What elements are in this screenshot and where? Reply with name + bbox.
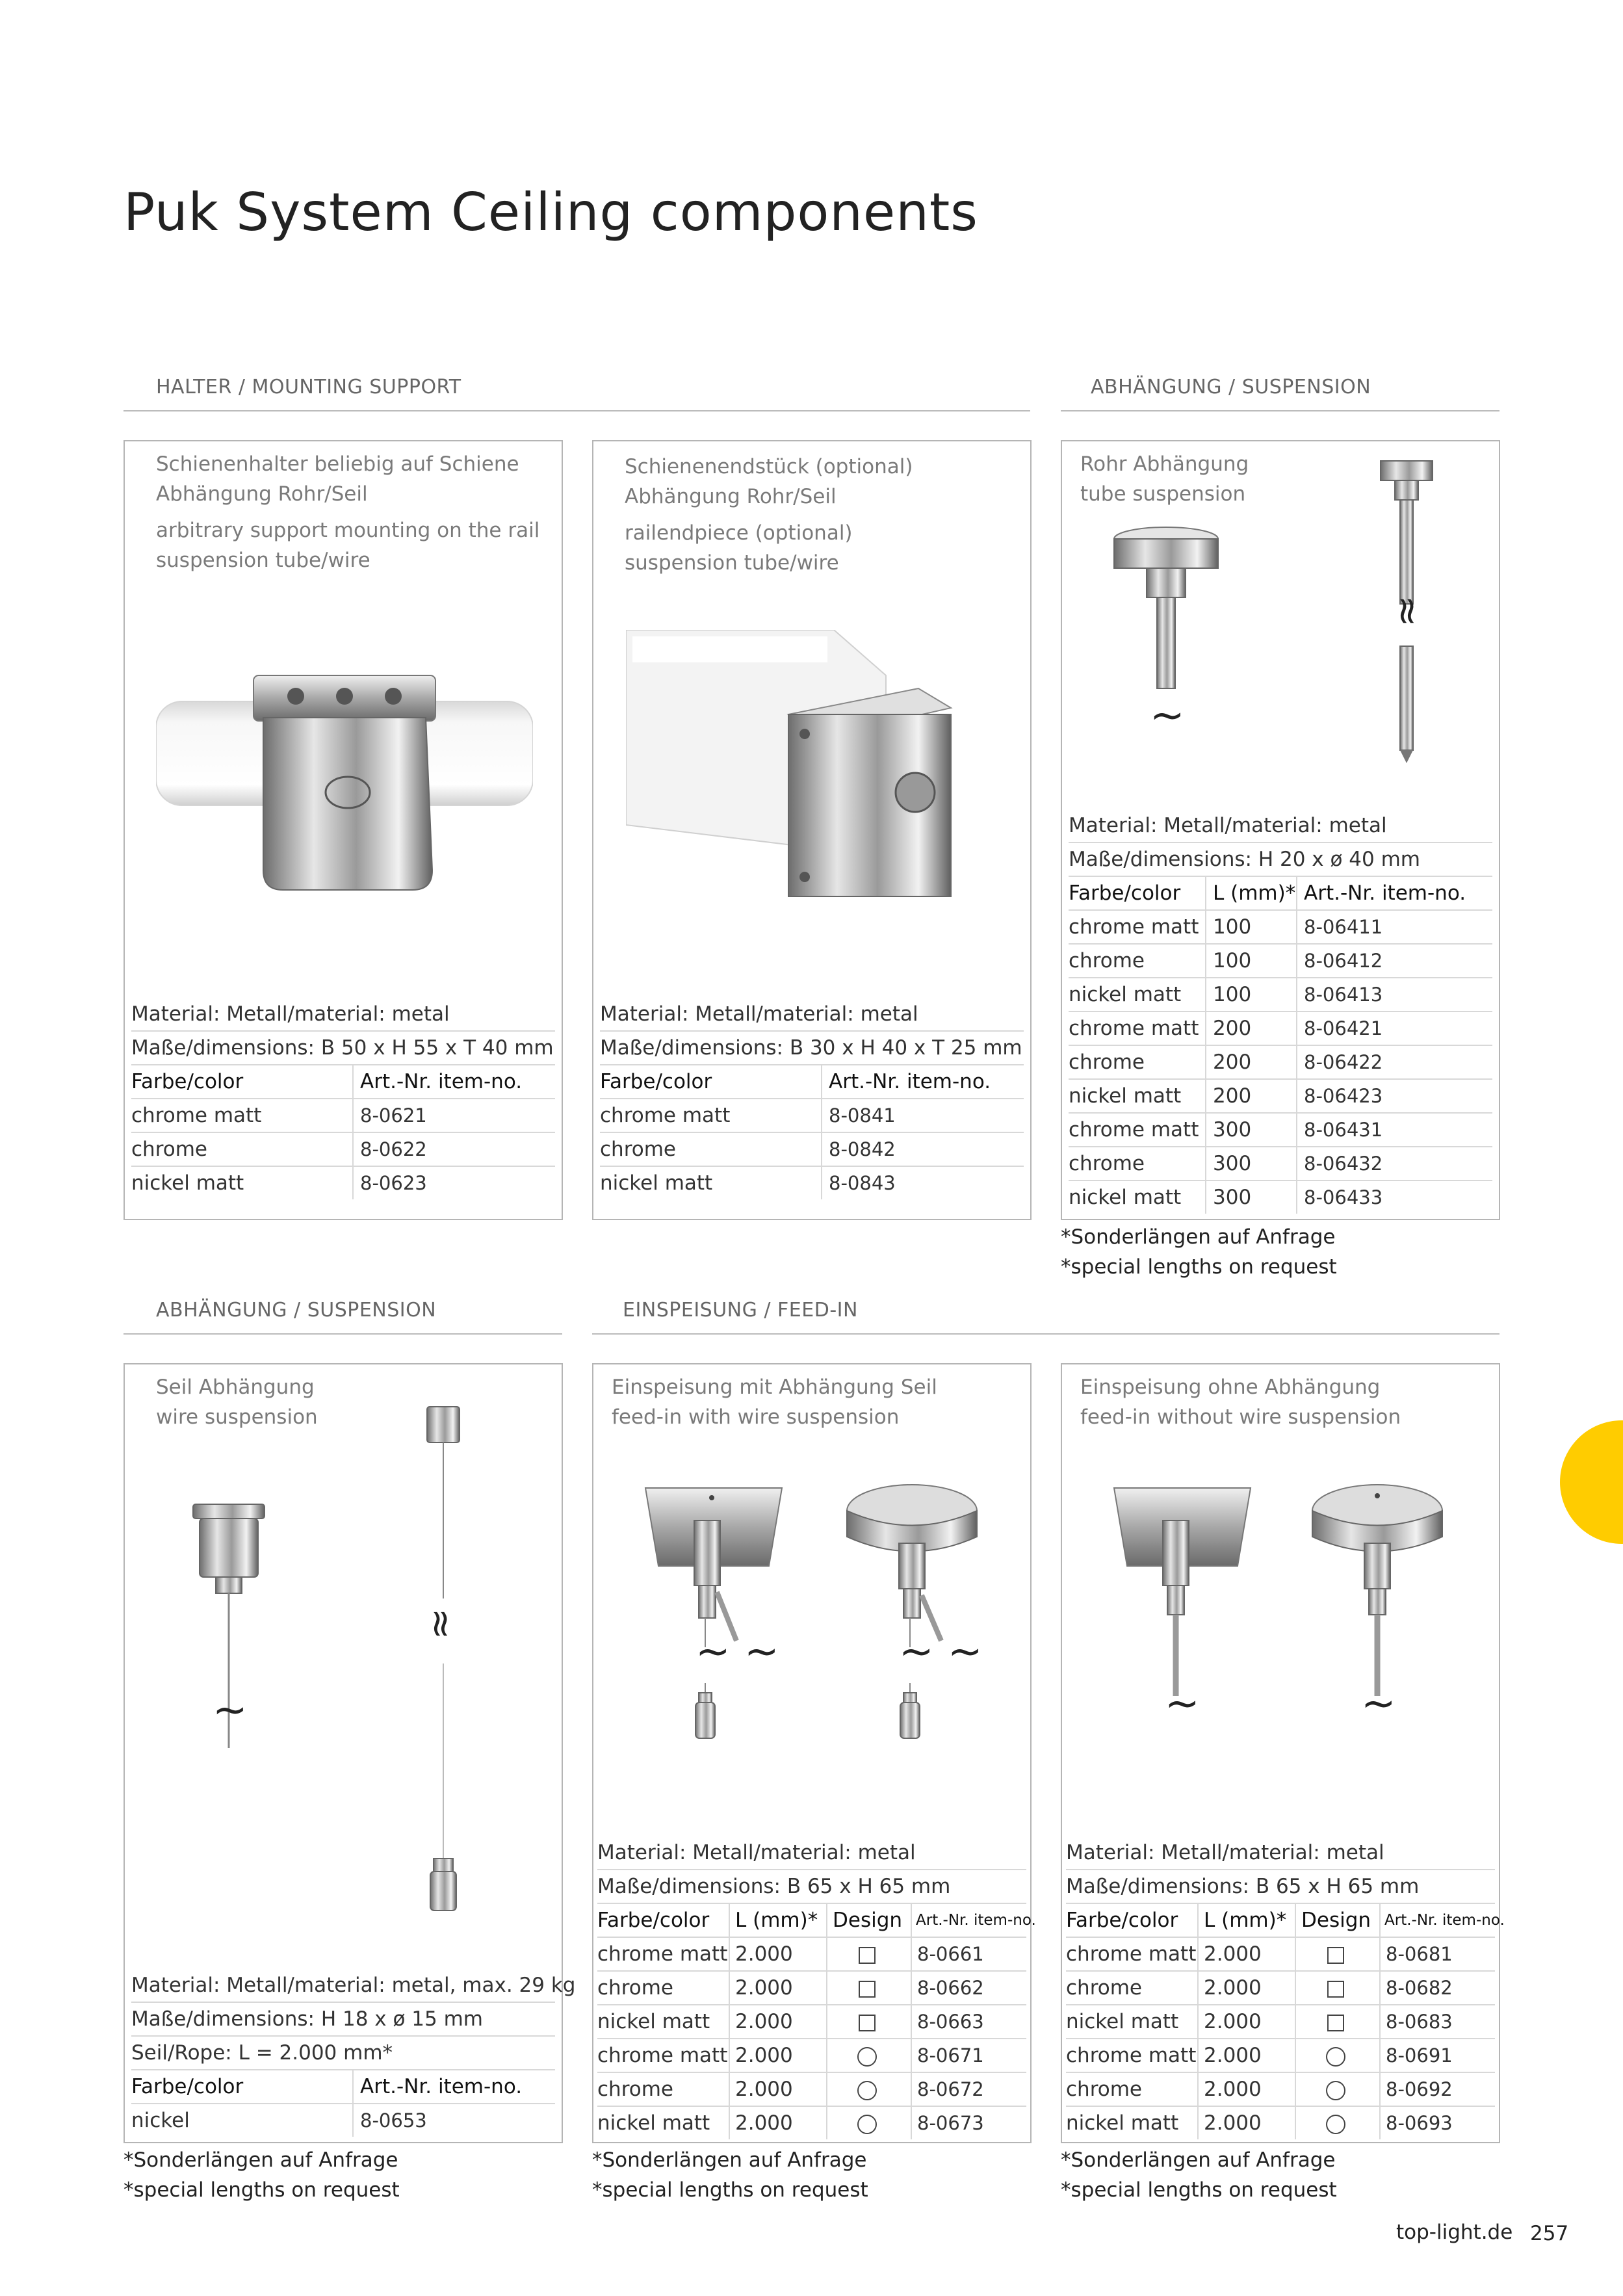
table-row: chrome 200 8-06422 xyxy=(1069,1046,1492,1080)
product-panel-mounting-support xyxy=(123,440,563,1220)
table-header: Farbe/color L (mm)* Design Art.-Nr. item-no. xyxy=(1066,1904,1495,1938)
approx-symbol: ≈ xyxy=(419,1608,464,1640)
spec-table xyxy=(131,998,555,1199)
tilde-symbol: ~ xyxy=(1361,1680,1396,1728)
table-row: chrome 2.000 8-0692 xyxy=(1066,2073,1495,2107)
special-lengths-note: *Sonderlängen auf Anfrage *special lengths on request xyxy=(592,2148,868,2202)
section-heading-mounting-support: HALTER / MOUNTING SUPPORT xyxy=(156,376,461,398)
table-row: nickel matt 2.000 8-0663 xyxy=(597,2005,1026,2039)
tilde-symbol: ~ xyxy=(1165,1680,1200,1728)
spec-table xyxy=(600,998,1024,1199)
footer-website: top-light.de xyxy=(1396,2221,1513,2244)
table-header: Farbe/color L (mm)* Art.-Nr. item-no. xyxy=(1069,877,1492,911)
spec-table xyxy=(1066,1836,1505,2139)
section-heading-suspension: ABHÄNGUNG / SUSPENSION xyxy=(1091,376,1371,398)
dimensions-row: Maße/dimensions: B 30 x H 40 x T 25 mm xyxy=(600,1032,1024,1065)
material-row: Material: Metall/material: metal, max. 29 kg xyxy=(131,1969,555,2003)
tilde-symbol: ~ xyxy=(213,1686,248,1734)
circle-design-icon xyxy=(857,2115,877,2134)
dimensions-row: Maße/dimensions: B 65 x H 65 mm xyxy=(597,1870,1026,1904)
table-header: Farbe/color Art.-Nr. item-no. xyxy=(131,1065,555,1099)
table-header: Farbe/color L (mm)* Design Art.-Nr. item-no. xyxy=(597,1904,1026,1938)
mounting-support-image xyxy=(156,656,533,903)
wire-suspension-long-image xyxy=(411,1403,476,1924)
square-design-icon xyxy=(1327,1947,1344,1964)
circle-design-icon xyxy=(1326,2081,1345,2100)
circle-design-icon xyxy=(857,2047,877,2067)
approx-symbol: ≈ xyxy=(1386,595,1431,627)
tube-suspension-short-image xyxy=(1108,526,1225,695)
circle-design-icon xyxy=(1326,2115,1345,2134)
table-row: chrome 2.000 8-0672 xyxy=(597,2073,1026,2107)
product-panel-tube-suspension xyxy=(1061,440,1500,1220)
table-row: chrome 2.000 8-0662 xyxy=(597,1972,1026,2005)
section-heading-suspension-2: ABHÄNGUNG / SUSPENSION xyxy=(156,1299,437,1322)
tilde-symbol: ~ xyxy=(744,1628,779,1676)
square-design-icon xyxy=(1327,2015,1344,2031)
wire-end-image xyxy=(894,1683,926,1742)
product-description: Einspeisung mit Abhängung Seil feed-in with wire suspension xyxy=(612,1376,937,1429)
product-description: Einspeisung ohne Abhängung feed-in without wire suspension xyxy=(1080,1376,1401,1429)
product-description: Schienenendstück (optional) Abhängung Rohr/Seil railendpiece (optional) suspension tube/wire xyxy=(625,455,913,575)
feed-in-round-image xyxy=(1306,1481,1462,1702)
section-divider xyxy=(123,410,1030,411)
chapter-tab-marker xyxy=(1560,1420,1623,1544)
table-row: chrome matt 8-0841 xyxy=(600,1099,1024,1133)
table-row: chrome 300 8-06432 xyxy=(1069,1147,1492,1181)
tilde-symbol: ~ xyxy=(1150,692,1185,740)
product-panel-feed-in-without-wire xyxy=(1061,1363,1505,2143)
table-row: nickel matt 2.000 8-0673 xyxy=(597,2107,1026,2139)
circle-design-icon xyxy=(857,2081,877,2100)
product-description: Rohr Abhängung tube suspension xyxy=(1080,452,1249,506)
table-row: chrome matt 200 8-06421 xyxy=(1069,1012,1492,1046)
special-lengths-note: *Sonderlängen auf Anfrage *special lengths on request xyxy=(1061,2148,1337,2202)
special-lengths-note: *Sonderlängen auf Anfrage *special lengths on request xyxy=(123,2148,400,2202)
table-row: nickel 8-0653 xyxy=(131,2104,555,2137)
feed-in-square-image xyxy=(1108,1481,1264,1702)
table-row: nickel matt 8-0623 xyxy=(131,1167,555,1199)
product-description: Seil Abhängung wire suspension xyxy=(156,1376,318,1429)
square-design-icon xyxy=(1327,1981,1344,1998)
railendpiece-image xyxy=(626,630,1003,903)
dimensions-row: Maße/dimensions: H 20 x ø 40 mm xyxy=(1069,843,1492,877)
table-row: chrome 8-0622 xyxy=(131,1133,555,1167)
product-panel-feed-in-with-wire xyxy=(592,1363,1036,2143)
product-panel-wire-suspension xyxy=(123,1363,576,2143)
table-row: chrome matt 2.000 8-0681 xyxy=(1066,1938,1495,1972)
spec-table xyxy=(1069,809,1492,1214)
dimensions-row: Maße/dimensions: H 18 x ø 15 mm xyxy=(131,2003,555,2037)
section-divider xyxy=(592,1333,1500,1335)
dimensions-row: Maße/dimensions: B 65 x H 65 mm xyxy=(1066,1870,1495,1904)
table-header: Farbe/color Art.-Nr. item-no. xyxy=(600,1065,1024,1099)
spec-table xyxy=(597,1836,1036,2139)
spec-table xyxy=(131,1969,576,2137)
page-number: 257 xyxy=(1530,2222,1569,2245)
square-design-icon xyxy=(859,1947,876,1964)
section-heading-feed-in: EINSPEISUNG / FEED-IN xyxy=(623,1299,858,1322)
product-panel-railendpiece xyxy=(592,440,1032,1220)
table-row: nickel matt 300 8-06433 xyxy=(1069,1181,1492,1214)
table-row: chrome matt 8-0621 xyxy=(131,1099,555,1133)
table-row: chrome matt 2.000 8-0661 xyxy=(597,1938,1026,1972)
material-row: Material: Metall/material: metal xyxy=(1069,809,1492,843)
table-header: Farbe/color Art.-Nr. item-no. xyxy=(131,2070,555,2104)
circle-design-icon xyxy=(1326,2047,1345,2067)
material-row: Material: Metall/material: metal xyxy=(1066,1836,1495,1870)
material-row: Material: Metall/material: metal xyxy=(597,1836,1026,1870)
table-row: chrome matt 100 8-06411 xyxy=(1069,911,1492,945)
section-divider xyxy=(123,1333,562,1335)
table-row: nickel matt 2.000 8-0693 xyxy=(1066,2107,1495,2139)
table-row: chrome 100 8-06412 xyxy=(1069,945,1492,978)
tilde-symbol: ~ xyxy=(695,1628,731,1676)
tilde-symbol: ~ xyxy=(899,1628,934,1676)
table-row: chrome matt 2.000 8-0671 xyxy=(597,2039,1026,2073)
table-row: chrome matt 2.000 8-0691 xyxy=(1066,2039,1495,2073)
page-title: Puk System Ceiling components xyxy=(123,182,978,242)
table-row: chrome matt 300 8-06431 xyxy=(1069,1114,1492,1147)
table-row: chrome 8-0842 xyxy=(600,1133,1024,1167)
table-row: nickel matt 8-0843 xyxy=(600,1167,1024,1199)
material-row: Material: Metall/material: metal xyxy=(600,998,1024,1032)
table-row: chrome 2.000 8-0682 xyxy=(1066,1972,1495,2005)
table-row: nickel matt 200 8-06423 xyxy=(1069,1080,1492,1114)
wire-end-image xyxy=(689,1683,721,1742)
section-divider xyxy=(1061,410,1500,411)
tilde-symbol: ~ xyxy=(948,1628,983,1676)
special-lengths-note: *Sonderlängen auf Anfrage *special lengths on request xyxy=(1061,1225,1337,1279)
product-description: Schienenhalter beliebig auf Schiene Abhängung Rohr/Seil arbitrary support mounting on the rail suspension tube/wire xyxy=(156,452,540,572)
table-row: nickel matt 2.000 8-0683 xyxy=(1066,2005,1495,2039)
square-design-icon xyxy=(859,1981,876,1998)
square-design-icon xyxy=(859,2015,876,2031)
table-row: nickel matt 100 8-06413 xyxy=(1069,978,1492,1012)
material-row: Material: Metall/material: metal xyxy=(131,998,555,1032)
rope-row: Seil/Rope: L = 2.000 mm* xyxy=(131,2037,555,2070)
dimensions-row: Maße/dimensions: B 50 x H 55 x T 40 mm xyxy=(131,1032,555,1065)
